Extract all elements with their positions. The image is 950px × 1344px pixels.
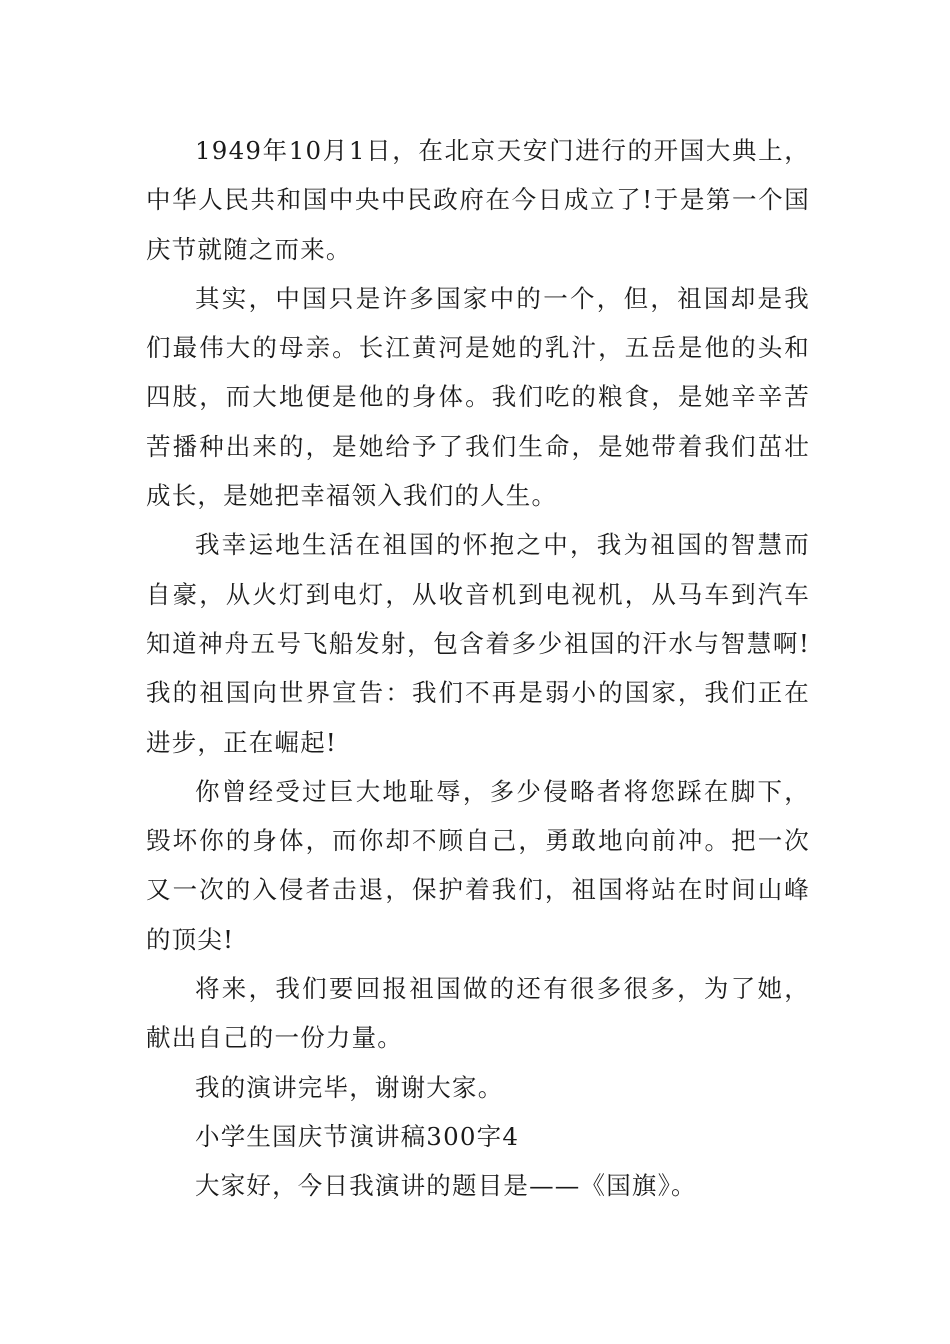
paragraph-closing: 我的演讲完毕，谢谢大家。 [195, 1072, 504, 1102]
paragraph-future-duty: 将来，我们要回报祖国做的还有很多很多，为了她，献出自己的一份力量。 [146, 974, 810, 1053]
section-title: 小学生国庆节演讲稿300字4 [195, 1121, 520, 1151]
paragraph-past-humiliation: 你曾经受过巨大地耻辱，多少侵略者将您踩在脚下，毁坏你的身体，而你却不顾自己，勇敢地向前冲。把一次又一次的入侵者击退，保护着我们，祖国将站在时间山峰的顶尖! [146, 776, 810, 954]
paragraph-motherland-mother: 其实，中国只是许多国家中的一个，但，祖国却是我们最伟大的母亲。长江黄河是她的乳汁，五岳是他的头和四肢，而大地便是他的身体。我们吃的粮食，是她辛辛苦苦播种出来的，是她给予了我们生命，是她带着我们茁壮成长，是她把幸福领入我们的人生。 [146, 283, 810, 511]
paragraph-founding-day: 1949年10月1日，在北京天安门进行的开国大典上，中华人民共和国中央中民政府在今日成立了!于是第一个国庆节就随之而来。 [146, 136, 810, 264]
opening-line: 大家好，今日我演讲的题目是——《国旗》。 [195, 1171, 697, 1201]
document-body [146, 126, 810, 1211]
paragraph-wisdom-pride: 我幸运地生活在祖国的怀抱之中，我为祖国的智慧而自豪，从火灯到电灯，从收音机到电视机，从马车到汽车知道神舟五号飞船发射，包含着多少祖国的汗水与智慧啊!我的祖国向世界宣告：我们不再是弱小的国家，我们正在进步，正在崛起! [146, 530, 810, 757]
